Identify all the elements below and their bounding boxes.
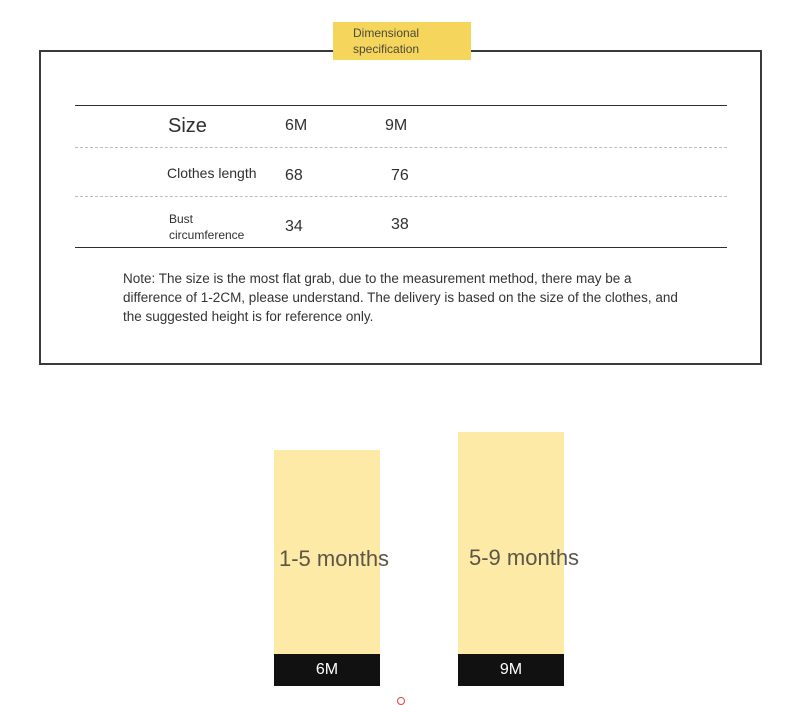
bust-circumference-6m-value: 34 xyxy=(285,218,303,235)
bust-circumference-9m-value: 38 xyxy=(391,216,409,233)
size-column-9m xyxy=(458,432,564,654)
table-bottom-rule xyxy=(75,247,727,248)
row-label-clothes-length: Clothes length xyxy=(167,165,257,181)
decorative-dot xyxy=(397,697,405,705)
size-footer-9m: 9M xyxy=(458,654,564,686)
clothes-length-9m-value: 76 xyxy=(391,167,409,184)
age-range-9m: 5-9 months xyxy=(469,545,580,570)
spec-tag-line-1: Dimensional xyxy=(353,26,420,40)
row-label-bust-circumference xyxy=(169,211,244,243)
table-header-size-6m: 6M xyxy=(285,117,308,134)
age-range-6m: 1-5 months xyxy=(279,546,390,571)
size-footer-6m: 6M xyxy=(274,654,380,686)
spec-tag-line-2: specification xyxy=(353,42,420,56)
table-row-divider xyxy=(75,147,727,148)
bust-label-line-1: Bust xyxy=(169,212,194,226)
table-top-rule xyxy=(75,105,727,106)
table-row-divider xyxy=(75,196,727,197)
bust-label-line-2: circumference xyxy=(169,228,245,242)
table-header-size-9m: 9M xyxy=(385,117,408,134)
measurement-note: Note: The size is the most flat grab, due to the measurement method, there may be a difference of 1-2CM, please understand. The delivery is based on the size of the clothes, and the suggested height is for reference only. xyxy=(123,271,678,324)
dimensional-specification-tag xyxy=(333,22,471,60)
clothes-length-6m-value: 68 xyxy=(285,167,303,184)
table-header-size-label: Size xyxy=(168,115,207,137)
